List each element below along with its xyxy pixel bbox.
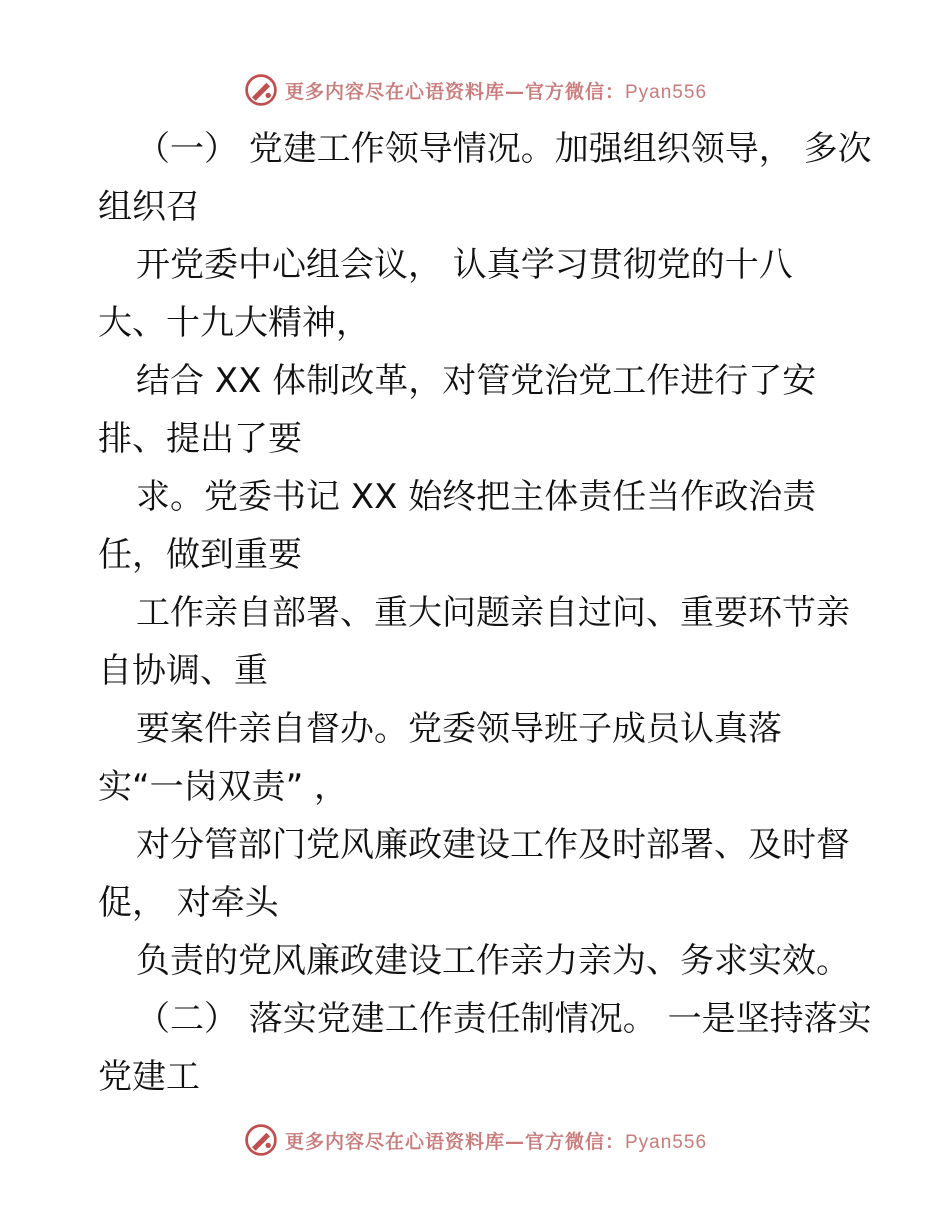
- watermark-text: 更多内容尽在心语资料库—官方微信：Pyan556: [284, 80, 708, 103]
- text-line: 自协调、重: [98, 651, 268, 691]
- watermark-text: 更多内容尽在心语资料库—官方微信：Pyan556: [284, 1130, 708, 1153]
- footer-watermark: [0, 1120, 950, 1160]
- text-line: 任，做到重要: [98, 535, 302, 575]
- text-line: 求。党委书记 XX 始终把主体责任当作政治责: [136, 477, 817, 517]
- text-line: 负责的党风廉政建设工作亲力亲为、务求实效。: [136, 941, 850, 981]
- text-line: 党建工: [98, 1057, 200, 1097]
- header-watermark: [0, 70, 950, 110]
- text-line: 促， 对牵头: [98, 883, 279, 923]
- text-line: 开党委中心组会议， 认真学习贯彻党的十八: [136, 245, 793, 285]
- text-line: （一） 党建工作领导情况。加强组织领导， 多次: [136, 129, 872, 169]
- document-body: [98, 120, 878, 1106]
- text-line: 大、十九大精神，: [98, 303, 370, 343]
- text-line: 排、提出了要: [98, 419, 302, 459]
- text-line: 结合 XX 体制改革，对管党治党工作进行了安: [136, 361, 817, 401]
- text-line: 要案件亲自督办。党委领导班子成员认真落: [136, 709, 782, 749]
- text-line: 实“一岗双责” ，: [98, 767, 349, 807]
- text-line: （二） 落实党建工作责任制情况。 一是坚持落实: [136, 999, 872, 1039]
- pen-nib-circle-logo: [243, 1122, 279, 1158]
- text-line: 工作亲自部署、重大问题亲自过问、重要环节亲: [136, 593, 850, 633]
- text-line: 组织召: [98, 187, 200, 227]
- text-line: 对分管部门党风廉政建设工作及时部署、及时督: [136, 825, 850, 865]
- pen-nib-circle-logo: [243, 72, 279, 108]
